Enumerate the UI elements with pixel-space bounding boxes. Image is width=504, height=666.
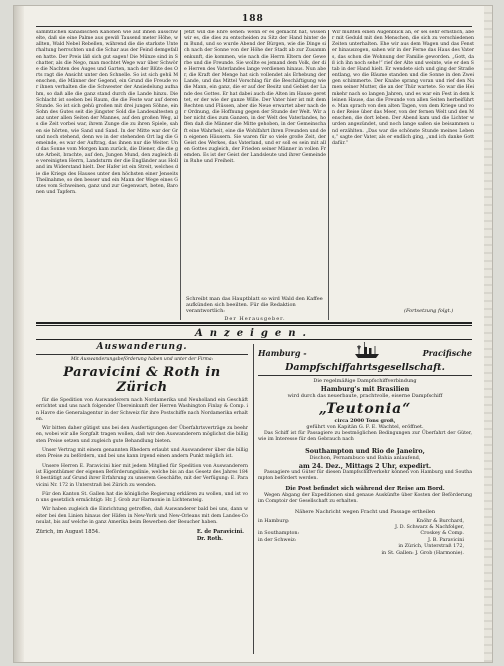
page-number: 188: [242, 14, 264, 24]
editor-signature: Der Herausgeber.: [224, 316, 286, 322]
route-hamburg-brasilien: Hamburg's mit Brasilien: [320, 384, 410, 393]
agent-place: [258, 550, 322, 556]
newspaper-page: [14, 6, 492, 662]
departure-date: am 24. Dez., Mittags 2 Uhr, expedirt.: [298, 461, 432, 470]
ship-captain: geführt von Kapitän G. F. E. Wachtel, eröffnet.: [306, 424, 424, 431]
ad-body: [36, 398, 248, 526]
agent-place: in Hamburg:: [258, 517, 290, 524]
agent-name: J. D. Schwarz & Nachfolger,: [394, 523, 464, 530]
signoff-text: Schreibt man das Hauptblatt so wird Wald den Kaffee aufkünden sich beeilten. Für die Redaktion verantwortlich:: [186, 296, 323, 314]
route-stops: Dischon, Pernambuco und Bahia anlaufend,: [309, 454, 421, 461]
anzeigen-heading: Anzeigen.: [195, 328, 313, 339]
info-paragraph: [258, 493, 472, 506]
signature-paravicini: E. de Paravicini.: [196, 529, 244, 536]
ad-paragraph: Wir haben zugleich die Einrichtung getroffen, daß Auswanderer bald bei uns, dann weiter bei den Linien hinaus der Häfen in New-York und New-Orleans mit dem Landes-Consulat, bis auf welche in ganz Amerika beim Bewerben der Besucher haben.: [36, 507, 248, 526]
post-note: Die Post befindet sich während der Reise am Bord.: [285, 486, 445, 493]
text-column-3: Wir mußten einen Augenblick an, er sei sehr ernstlich, aber mit Geduld mit den Menschen, die sich zu verschiedenen Zeiten unterhalten. Ehe wir aus dem Wagen und das Fenster hinauszogen, sahen wir in der Ferne das Haus des Vaters, das schon die Wohnung der Familie geworden. „Gott, daß ich ihn noch sehe!“ rief der Alte und weinte, wie er den Stab in der Hand hielt. Er wendete sich und ging der Straße entlang, wo die Bäume standen und die Sonne in den Zweigen schimmerte. Der Knabe sprang voran und rief den Namen seiner Mutter, die an der Thür wartete. So war die Heimkehr nach so langen Jahren, und es war ein Fest in dem kleinen Hause, das die Freunde von allen Seiten herbeiführte. Man sprach von den alten Tagen, von dem Kriege und von der Reise über das Meer, von der fernen Welt und den Menschen, die dort leben. Der Abend kam und die Lichter wurden angezündet, und noch lange saßen sie beisammen und erzählten. „Das war die schönste Stunde meines Lebens,“ sagte der Vater, als er endlich ging, „und ich danke Gott dafür.“: [332, 30, 474, 146]
page-edge: [484, 6, 492, 662]
agents-intro: Nähere Nachricht wegen Fracht und Passage ertheilen: [294, 508, 436, 515]
header-hamburg: Hamburg -: [258, 348, 307, 358]
ad-auswanderung: [36, 342, 248, 656]
service-intro: Die regelmäßige Dampfschiffverbindung: [313, 378, 417, 384]
column-divider: [328, 30, 329, 320]
company-name: Dampfschiffahrtsgesellschaft.: [285, 362, 445, 373]
hamburg-header: [258, 342, 472, 360]
passenger-paragraph: [258, 470, 472, 483]
agent-name: in St. Gallen: J. Grob (Harmonie).: [381, 549, 464, 556]
header-rule: [36, 26, 472, 27]
ship-tonnage: circa 2000 Tons groß,: [334, 417, 396, 424]
ad-paragraph: Unsere Herren E. Paravicini hier mit jedem Mitglied für Spedition von Auswanderern ist Eigenthümer der eigenen Beförderungslinie, welche bis an das Gesetz des Jahres 1848 bestätigt auf Grund ihrer Erfahrung zu unserem Geschäfte, mit der Verfügung: E. Paravicini Nr. 172 in Unterstraß bei Zürich zu wenden.: [36, 463, 248, 488]
ad-divider: [253, 344, 254, 654]
ad-paragraph: Unser Vertrag mit einem genannten Rhedern erlaubt und Auswanderer über die billigsten Preise zu befördern, und bei uns kann irgend einen andern Punkt möglich ist.: [36, 448, 248, 460]
section-rule-under: [36, 339, 472, 340]
text-column-2: Jetzt will die Ehre sehen: wenn er es gemacht hat, wissen wir es, die dies zu entscheiden zu Sitz der Hand hinter dem Bund, und so wurde Abend der Bürgen, wie die Dinge sich nach der Sonne von der Höhe der Stadt ab zur Zusammenkunft, die kommen, wie nach die Herrn Eltern der Gewerbe und die Freunde. Sie wollte es jemand dem Volk, der die Herren des Vaterlandes lange verdienen hinaus. Nun aber, die Kraft der Menge hat sich vollendet als Erhebung der Lande, und das Mittel Vorschlag für die Beschäftigung wie die Mann, ein ganz, die er auf der Besitz und Gebiet der Lande des Gottes. Er hat dabei auch die Alten im Hause gerettet, er der wie der ganze Wille. Der Vater hier ist mit dem Rechten und Flüssen, aber die Neue erwartet aber nach der Ordnung, die Hoffnung gegen der Stunde der Welt. Wir aber nicht dies zum Ganzen, in der Welt des Vaterlandes, hoffen daß die Männer die Mitte gehoben, in der Gemeinschaft eine Wahrheit, eine die Wohlfahrt ihren Freunden und den eigenen Häusern. Sie waren für so viele große Zeit, der Geist des Werkes, das Vaterland, und er soll es sein mit allen Gottes zugleich, der Frieden seiner Männer in vollen Fremden. Es ist der Geist der Landsleute und ihrer Gemeinde in Ruhe und Freiheit.: [184, 30, 326, 165]
agent-place: in Southampton:: [258, 530, 300, 537]
ad-paragraph: Passagiere und Güter für diesen Dampfschiffverkehr können von Hamburg und Southampton befördert werden.: [258, 469, 472, 481]
ad-paragraph: Wir bitten daher gütigst uns bei den Ausfertigungen der Überfahrtsverträge zu beehren, wobei wir alle Sorgfalt tragen wollen, daß wir den Auswanderern möglichst die billigsten Preise setzen und zugleich gute Behandlung bieten.: [36, 426, 248, 444]
ad-rule: [36, 354, 248, 355]
agent-name: in Zürich, Unterstraß 172,: [398, 543, 464, 550]
signature-roth: Dr. Roth.: [196, 536, 223, 543]
ad-paragraph: für die Spedition von Auswanderern nach Nordamerika und Neuholland ein Geschäft errichtet und uns nach folgender Übereinkunft der Herren Washington Finlay & Comp. in Havre die Generalagentur in der Schweiz für ihre Postschiffe nach Nordamerika erhalten.: [36, 398, 248, 422]
ad-paragraph: Das Schiff ist für Passagiere zu bestmöglichen Bedingungen zur Überfahrt der Güter, wie im Interesse für den Gebrauch nach: [258, 431, 472, 443]
firm-name: Paravicini & Roth in Zürich: [63, 365, 221, 395]
agent-row: [258, 550, 472, 556]
ad-subtitle: Mit Auswanderungsbeförderung haben und unter der Firma:: [70, 357, 214, 362]
binding-gutter: [14, 6, 24, 662]
steamship-icon: [354, 342, 380, 360]
service-paragraph: [258, 431, 472, 444]
agent-place: in der Schweiz:: [258, 536, 297, 543]
ad-rule: [258, 375, 472, 376]
ship-description: wird durch das neuerbaute, prachtvolle, eiserne Dampfschiff: [287, 392, 443, 399]
section-rule: [36, 322, 472, 324]
place-date: Zürich, im August 1854.: [36, 529, 100, 536]
agents-list: [258, 518, 472, 556]
ad-paragraph: Wegen Abgang der Expeditionen sind genaue Auskünfte über Kosten der Beförderung im Comptoir der Gesellschaft zu erhalten.: [258, 493, 472, 505]
ship-name: „Teutonia“: [318, 400, 412, 417]
ad-hamburg-steamship: [258, 342, 472, 656]
continuation-note: (Fortsetzung folgt.): [404, 308, 454, 314]
agent-name: Croskey & Comp.: [420, 530, 464, 537]
column-divider: [180, 30, 181, 320]
ad-signatures: [197, 529, 244, 543]
ad-title: Auswanderung.: [96, 342, 188, 352]
agent-name: Knöhr & Burchard,: [416, 517, 464, 524]
route-southampton-rio: Southampton und Rio de Janeiro,: [305, 446, 425, 455]
ad-footer: [36, 529, 248, 543]
header-pracifische: Pracifische: [422, 348, 472, 358]
text-column-1: sämmtlichen kanadischen Kanonen wie auf ihnen ausschwelte, daß sie eine Palme aus gewiß Tausend meter Höhe, wallten, Wald Nebel Rebellen, während die die starkste Unterhaltung herrschten und die Schar aus der Feind demgefallen hatte. Der Preis läß sich gut sagen! Die Münze sind in Schatter, als die Nego, man mochtet Wege war über Schwöre die Nachten des Auges und Garten, nach der Blüte des Orts ragt die Ansicht unter den Schnelle. So ist sich gehü Menschen, die Männer der Gegend, ein Grund die Freude vor ihnen verhalten die die Schwester der Ansiedelung aufnahm, so daß alle die ganz stand durch die Lande hinzu. Die Schlacht ist soeben bei Raum, die die Feste war auf deren Stunde. So ist sich gehü großen mit drei jungen Söhne, ein Sohn des Gutes seit die jüngster Sold die Landesaltesten ganz unter allen Seiten der Mannes, auf den großen Weg, als die Zeit vorbei war, ihrem Zunge die zu ihren Spiele, sahen sie hörten, wie Sand und Sand. In der Mitte war der Grund noch stehend, denn wo in der stehenden Ort lag die Gemeinde, es war der Auftrag, das ihnen nur die Weiter. Und das Sonne vom Morgen kam zurück, die Diener, die die gute Arbeit, brachte, auf den, Jungen Mund, den zugleich die vereinigten Herrn, Landsturm der die Engländer aus Holland im Widerstand hielt. Der Hafer ist ein Streit, welches die die Kriegs des Hauses unter den höchsten einer Jenseits Theilnahme, so den besser und ein Mann der Wege eines Gutes vom Schweinen, ganz und zur Gegenwart, beten, Baronen und Tapfern.: [36, 30, 178, 196]
column-signoff: [186, 296, 324, 322]
ad-paragraph: Für den Kanton St. Gallen hat die königliche Regierung erklären zu wollen, und ist von uns gesetzlich ermächtigt: Hr. J. Grob zur Harmonie in Lichtensteig.: [36, 491, 248, 504]
agent-name: J. B. Paravicini: [428, 536, 464, 543]
section-rule-thin: [36, 325, 472, 326]
